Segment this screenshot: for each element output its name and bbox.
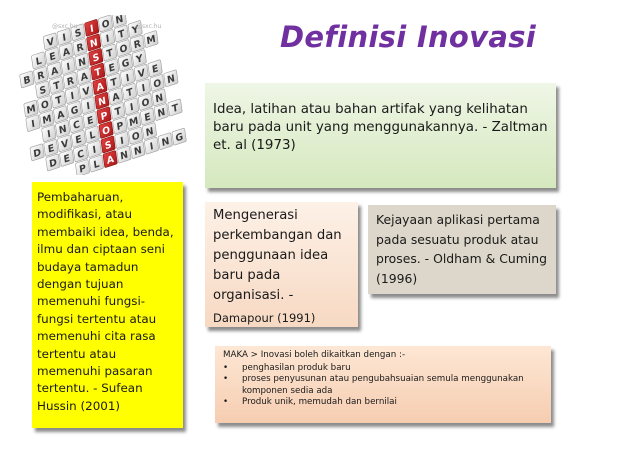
letter-cube-glyph: R [36,69,46,83]
letter-cube-glyph: L [92,158,101,172]
letter-cube-glyph: I [149,140,155,153]
letter-cube-glyph: O [140,96,151,110]
letter-cube-glyph: O [101,17,111,32]
letter-cube-glyph: G [70,104,80,118]
letter-cube-glyph: I [70,90,75,103]
letter-cube-glyph: P [115,120,125,134]
letter-cube-glyph: N [156,106,166,121]
letter-cube-glyph: A [95,80,105,95]
letter-cube-glyph: V [60,138,70,152]
maka-list [223,363,545,408]
letter-cube-glyph: M [41,113,53,127]
yellow-box-text: Pembaharuan, modifikasi, atau membaiki idea, benda, ilmu dan ciptaan seni budaya tamadun dengan tujuan memenuhi fungsi-fungsi tertentu atau memenuhi cita rasa tertentu atau memenuhi pasaran tertentu. - Sufean Hussin (2001) [37,190,174,413]
letter-cube-glyph: I [105,33,111,46]
letter-cube-glyph: A [106,153,115,168]
letter-cube-glyph: E [47,142,55,156]
letter-cube-glyph: N [89,37,99,51]
letter-cube-glyph: O [101,124,111,138]
letter-cube-glyph: E [107,61,116,75]
innovation-word-cubes-image [8,15,198,175]
letter-cube-glyph: O [131,130,141,144]
letter-cube-glyph: S [38,84,47,98]
letter-cube-glyph: V [82,85,91,99]
letter-cube-glyph: P [100,110,109,124]
letter-cube-glyph: M [25,102,37,117]
letter-cube-glyph: N [160,135,171,150]
letter-cube-glyph: E [86,114,95,128]
letter-cube-glyph: I [89,23,95,36]
letter-cube-glyph: V [137,67,146,81]
letter-cube-glyph: T [94,66,102,80]
letter-cube-glyph: M [145,33,157,48]
slide-title: Definisi Inovasi [279,20,536,54]
letter-cube-glyph: N [97,95,107,109]
summary-box-maka [215,346,551,423]
letter-cube-glyph: E [48,50,57,64]
letter-cube-glyph: A [50,65,59,79]
letter-cube-glyph: O [40,98,50,113]
letter-cube-glyph: N [133,144,143,159]
definition-box-oldham-cuming [368,205,556,294]
letter-cube-glyph: N [166,72,176,87]
letter-cube-glyph: I [85,100,91,113]
letter-cube-glyph: I [129,101,135,114]
maka-heading: MAKA > Inovasi boleh dikaitkan dengan :- [223,350,406,360]
letter-cube-glyph: G [121,57,131,71]
letter-cube-glyph: R [133,38,142,52]
letter-cube-glyph: O [152,77,162,91]
letter-cube-glyph: N [119,149,129,163]
letter-cube-glyph: T [125,86,134,100]
letter-cube-glyph: E [143,111,152,125]
letter-cube-glyph: Y [135,52,144,67]
letter-cube-glyph: R [75,41,85,55]
maka-item: • proses penyusunan atau pengubahsuaian semula menggunakan komponen sedia ada [223,374,545,396]
letter-cube-glyph: T [117,28,126,42]
letter-cube-glyph: Y [131,23,140,37]
peach-box-citation: Damapour (1991) [213,311,316,325]
letter-cube-glyph: S [91,51,101,65]
word-cubes-graphic [8,15,198,175]
letter-cube-glyph: S [104,139,113,153]
letter-cube-glyph: I [119,135,125,148]
letter-cube-glyph: I [65,61,71,74]
definition-box-zaltman [205,83,556,188]
letter-cube-glyph: A [56,108,66,123]
letter-cube-glyph: N [114,15,125,27]
letter-cube-glyph: D [48,157,58,171]
letter-cube-glyph: T [114,105,122,119]
letter-cube-glyph: A [62,46,71,60]
definition-box-damapour [205,202,358,327]
letter-cube-glyph: I [92,144,97,157]
letter-cube-glyph: L [88,129,97,143]
letter-cube-glyph: T [52,79,61,93]
letter-cube-glyph: O [118,42,129,57]
letter-cube-glyph: N [77,56,87,70]
letter-cube-glyph: N [145,125,155,140]
letter-cube-glyph: I [46,128,52,141]
letter-cube-glyph: E [151,63,160,77]
letter-cube-glyph: I [141,82,146,95]
letter-cube-glyph: R [66,75,75,89]
letter-cube-glyph: E [74,133,83,147]
definition-text: Idea, latihan atau bahan artifak yang kelihatan baru pada unit yang menggunakannya. - Zaltman et. al (1973) [213,102,548,153]
letter-cube-glyph: A [79,70,89,85]
letter-cube-glyph: N [58,123,68,137]
letter-cube-glyph: G [174,131,184,145]
letter-cube-glyph: C [72,119,81,133]
letter-cube-glyph: D [32,146,42,161]
letter-cube-glyph: I [61,32,67,45]
letter-cube-glyph: S [74,27,83,41]
letter-cube-glyph: A [111,90,121,105]
letter-cube-glyph: I [125,72,131,85]
letter-cube-glyph: T [110,76,118,90]
letter-cube-glyph: C [76,148,85,162]
letter-cube-glyph: E [63,152,71,166]
letter-cube-glyph: T [171,102,180,116]
letter-cube-glyph: T [105,47,114,61]
letter-cube-glyph: P [78,162,87,175]
letter-cube-glyph: L [35,55,43,69]
maka-item: • Produk unik, memudah dan bernilai [223,397,545,408]
letter-cube-glyph: T [54,94,63,108]
letter-cube-glyph: B [22,74,32,88]
definition-box-sufean-hussin [32,182,183,428]
maka-item: • penghasilan produk baru [223,363,545,374]
letter-cube-glyph: V [46,35,55,50]
letter-cube-glyph: M [128,115,140,130]
letter-cube-glyph: N [154,92,164,106]
peach-box-text: Mengenerasi perkembangan dan penggunaan idea baru pada organisasi. - [213,208,342,303]
gray-box-text: Kejayaan aplikasi pertama pada sesuatu produk atau proses. - Oldham & Cuming (1996) [376,212,547,286]
svg-text:@sxc.hu: @sxc.hu [136,23,162,30]
svg-text:@sxc.hu: @sxc.hu [52,23,78,30]
letter-cube-glyph: I [30,118,36,131]
